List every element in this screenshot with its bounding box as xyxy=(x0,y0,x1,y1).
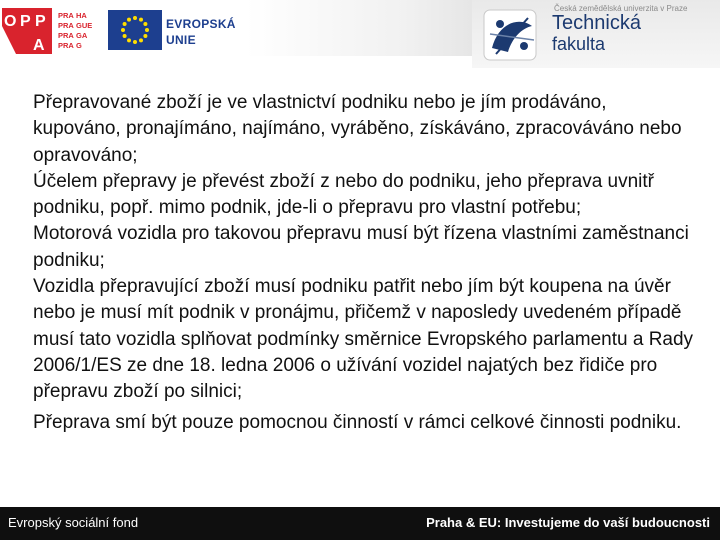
slide-body xyxy=(33,90,695,436)
faculty-university-name: Česká zemědělská univerzita v Praze xyxy=(554,4,688,13)
svg-text:HA: HA xyxy=(76,11,87,20)
svg-text:G: G xyxy=(76,41,82,50)
eu-logo-text xyxy=(166,16,236,48)
paragraph-vehicles: Vozidla přepravující zboží musí podniku patřit nebo jím být koupena na úvěr nebo je musí mít podnik v pronájmu, přičemž v naposledy uvedeném případě musí tato vozidla splňovat podmínky směrnice Evropského parlamentu a Rady 2006/1/ES ze dne 18. ledna 2006 o užívání vozidel najatých bez řidiče pro přepravu zboží po silnici; xyxy=(33,276,694,403)
opp-praha-logo xyxy=(2,8,98,54)
opp-letter-o: O xyxy=(4,13,17,30)
header-gradient-band xyxy=(246,0,472,56)
opp-letter-p1: P xyxy=(20,13,31,30)
paragraph-ancillary: Přeprava smí být pouze pomocnou činností v rámci celkové činnosti podniku. xyxy=(33,411,682,433)
footer-slogan: Praha & EU: Investujeme do vaší budoucnosti xyxy=(426,515,710,530)
faculty-emblem-icon xyxy=(478,4,546,64)
faculty-title-line1: Technická xyxy=(552,12,641,34)
svg-text:GA: GA xyxy=(76,31,88,40)
footer-fund-name: Evropský sociální fond xyxy=(8,515,139,530)
opp-letter-p2: P xyxy=(35,13,46,30)
paragraph-drivers: Motorová vozidla pro takovou přepravu musí být řízena vlastními zaměstnanci podniku; xyxy=(33,223,689,271)
eu-logo-line2: UNIE xyxy=(166,33,196,47)
svg-text:GUE: GUE xyxy=(76,21,93,30)
paragraph-ownership: Přepravované zboží je ve vlastnictví podniku nebo je jím prodáváno, kupováno, pronajímáno, najímáno, vyráběno, získáváno, zpracováváno nebo opravováno; xyxy=(33,92,682,166)
slide-header xyxy=(0,0,720,80)
eu-flag-icon xyxy=(108,10,162,50)
eu-logo-line1: EVROPSKÁ xyxy=(166,17,236,31)
svg-text:PRA: PRA xyxy=(58,21,74,30)
faculty-logo xyxy=(472,0,720,68)
opp-letter-a: A xyxy=(33,37,45,54)
slide-footer xyxy=(0,507,720,540)
faculty-title-line2: fakulta xyxy=(552,34,606,54)
svg-text:PRA: PRA xyxy=(58,41,74,50)
paragraph-purpose: Účelem přepravy je převést zboží z nebo do podniku, jeho přeprava uvnitř podniku, popř. mimo podnik, jde-li o přepravu pro vlastní potřebu; xyxy=(33,170,655,219)
svg-text:PRA: PRA xyxy=(58,11,74,20)
eu-logo xyxy=(104,6,240,56)
svg-text:PRA: PRA xyxy=(58,31,74,40)
